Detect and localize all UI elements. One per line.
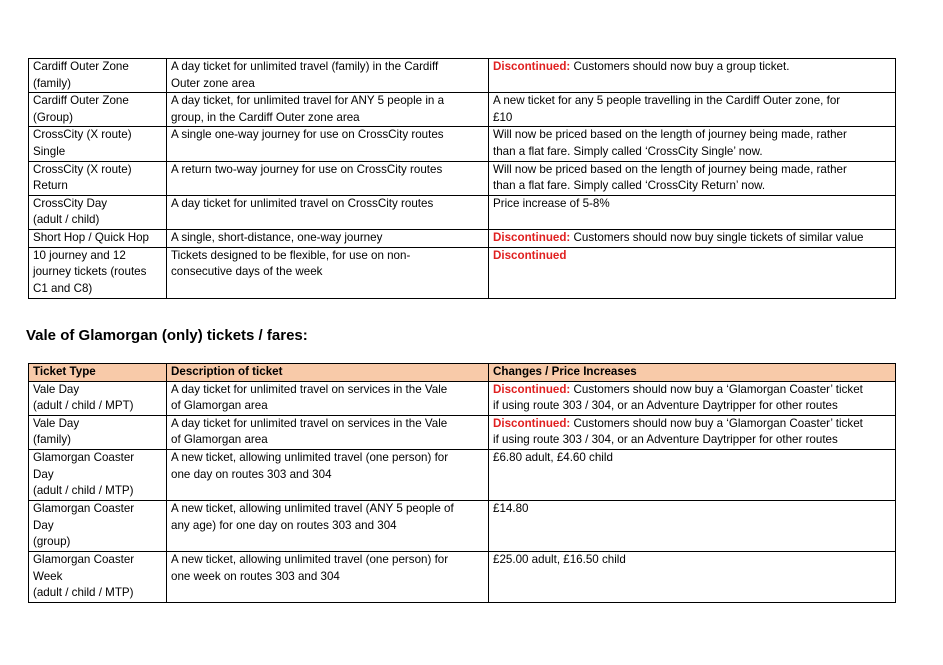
change-line <box>493 248 891 265</box>
change-text: Price increase of 5-8% <box>493 196 610 210</box>
change-text: Will now be priced based on the length of journey being made, rather <box>493 162 847 176</box>
ticket-type-line: CrossCity (X route) <box>33 162 132 176</box>
change-text: if using route 303 / 304, or an Adventure Daytripper for other routes <box>493 433 838 447</box>
change-line <box>493 110 891 127</box>
table-row <box>29 93 896 127</box>
discontinued-flag: Discontinued: <box>493 416 571 430</box>
change-line <box>493 398 891 415</box>
change-text: A new ticket for any 5 people travelling in the Cardiff Outer zone, for <box>493 94 841 108</box>
description-line: A day ticket for unlimited travel on CrossCity routes <box>171 196 434 210</box>
change-cell <box>489 229 896 247</box>
change-line <box>493 416 891 433</box>
table-row <box>29 415 896 449</box>
ticket-type-line: journey tickets (routes <box>33 265 147 279</box>
description-line: A day ticket for unlimited travel on services in the Vale <box>171 382 448 396</box>
description-cell <box>167 449 489 500</box>
change-cell <box>489 449 896 500</box>
ticket-type-line: (adult / child / MPT) <box>33 399 134 413</box>
description-line: A day ticket, for unlimited travel for ANY 5 people in a <box>171 94 445 108</box>
change-cell <box>489 500 896 551</box>
description-line: Tickets designed to be flexible, for use on non- <box>171 248 411 262</box>
ticket-type-cell <box>29 127 167 161</box>
description-cell <box>167 500 489 551</box>
ticket-type-line: CrossCity (X route) <box>33 128 132 142</box>
table-row <box>29 449 896 500</box>
header-description: Description of ticket <box>167 364 489 382</box>
change-text: Customers should now buy a ‘Glamorgan Coaster’ ticket <box>573 382 863 396</box>
description-cell <box>167 415 489 449</box>
ticket-type-line: Short Hop / Quick Hop <box>33 230 149 244</box>
ticket-type-line: CrossCity Day <box>33 196 108 210</box>
ticket-type-cell <box>29 500 167 551</box>
ticket-type-line: (Group) <box>33 110 73 124</box>
change-line <box>493 450 891 467</box>
description-line: A day ticket for unlimited travel on services in the Vale <box>171 416 448 430</box>
ticket-type-line: (adult / child / MTP) <box>33 586 134 600</box>
change-text: £14.80 <box>493 501 529 515</box>
ticket-type-line: Glamorgan Coaster <box>33 450 135 464</box>
change-line <box>493 432 891 449</box>
ticket-type-line: Glamorgan Coaster <box>33 501 135 515</box>
change-cell <box>489 127 896 161</box>
ticket-type-cell <box>29 381 167 415</box>
ticket-type-cell <box>29 449 167 500</box>
ticket-type-line: Day <box>33 467 54 481</box>
change-text: Customers should now buy a group ticket. <box>573 60 790 73</box>
discontinued-flag: Discontinued: <box>493 230 571 244</box>
description-cell <box>167 551 489 602</box>
change-line <box>493 196 891 213</box>
ticket-type-line: Cardiff Outer Zone <box>33 60 129 73</box>
description-line: one day on routes 303 and 304 <box>171 467 332 481</box>
ticket-type-cell <box>29 59 167 93</box>
ticket-type-line: Single <box>33 144 66 158</box>
ticket-type-line: (group) <box>33 535 71 549</box>
description-cell <box>167 229 489 247</box>
table-row <box>29 381 896 415</box>
ticket-type-line: Cardiff Outer Zone <box>33 94 129 108</box>
change-text: £25.00 adult, £16.50 child <box>493 552 626 566</box>
change-cell <box>489 381 896 415</box>
ticket-type-line: (family) <box>33 76 71 90</box>
description-cell <box>167 161 489 195</box>
description-line: A new ticket, allowing unlimited travel (ANY 5 people of <box>171 501 454 515</box>
change-text: than a flat fare. Simply called ‘CrossCity Single’ now. <box>493 144 763 158</box>
description-cell <box>167 93 489 127</box>
change-text: £6.80 adult, £4.60 child <box>493 450 613 464</box>
change-cell <box>489 195 896 229</box>
table-row <box>29 229 896 247</box>
ticket-type-cell <box>29 551 167 602</box>
description-line: of Glamorgan area <box>171 433 268 447</box>
ticket-type-line: Vale Day <box>33 416 80 430</box>
ticket-type-line: Week <box>33 569 63 583</box>
description-cell <box>167 381 489 415</box>
ticket-type-line: Vale Day <box>33 382 80 396</box>
description-line: one week on routes 303 and 304 <box>171 569 340 583</box>
description-cell <box>167 59 489 93</box>
change-cell <box>489 161 896 195</box>
description-line: A day ticket for unlimited travel (family) in the Cardiff <box>171 60 439 73</box>
change-line <box>493 230 891 247</box>
section-title: Vale of Glamorgan (only) tickets / fares: <box>26 327 308 344</box>
discontinued-flag: Discontinued <box>493 248 567 262</box>
change-cell <box>489 59 896 93</box>
ticket-type-line: (family) <box>33 433 71 447</box>
description-line: of Glamorgan area <box>171 399 268 413</box>
ticket-type-cell <box>29 247 167 298</box>
change-cell <box>489 247 896 298</box>
change-line <box>493 144 891 161</box>
change-text: Will now be priced based on the length of journey being made, rather <box>493 128 847 142</box>
change-line <box>493 59 891 76</box>
table-row <box>29 59 896 93</box>
ticket-type-line: 10 journey and 12 <box>33 248 126 262</box>
discontinued-flag: Discontinued: <box>493 382 571 396</box>
table-header-row <box>29 364 896 382</box>
description-cell <box>167 127 489 161</box>
ticket-type-line: Glamorgan Coaster <box>33 552 135 566</box>
change-line <box>493 501 891 518</box>
change-text: if using route 303 / 304, or an Adventure Daytripper for other routes <box>493 399 838 413</box>
change-cell <box>489 415 896 449</box>
header-ticket-type: Ticket Type <box>29 364 167 382</box>
change-text: Customers should now buy a ‘Glamorgan Coaster’ ticket <box>573 416 863 430</box>
change-text: £10 <box>493 110 513 124</box>
ticket-type-line: C1 and C8) <box>33 281 93 295</box>
change-line <box>493 162 891 179</box>
ticket-type-cell <box>29 195 167 229</box>
change-line <box>493 127 891 144</box>
vale-fares-table <box>28 363 896 603</box>
ticket-type-line: Day <box>33 518 54 532</box>
ticket-type-cell <box>29 415 167 449</box>
table1-body <box>29 59 896 299</box>
description-line: A new ticket, allowing unlimited travel (one person) for <box>171 552 449 566</box>
table-row <box>29 247 896 298</box>
description-cell <box>167 247 489 298</box>
description-line: A single one-way journey for use on CrossCity routes <box>171 128 444 142</box>
change-line <box>493 552 891 569</box>
table-row <box>29 195 896 229</box>
table-row <box>29 161 896 195</box>
description-line: Outer zone area <box>171 76 255 90</box>
ticket-type-line: (adult / child) <box>33 213 100 227</box>
ticket-type-cell <box>29 161 167 195</box>
discontinued-flag: Discontinued: <box>493 60 571 73</box>
change-text: than a flat fare. Simply called ‘CrossCity Return’ now. <box>493 179 766 193</box>
description-line: consecutive days of the week <box>171 265 323 279</box>
ticket-type-cell <box>29 93 167 127</box>
table2-body <box>29 381 896 602</box>
change-cell <box>489 551 896 602</box>
description-line: A single, short-distance, one-way journey <box>171 230 383 244</box>
cardiff-fares-table <box>28 58 896 299</box>
description-line: group, in the Cardiff Outer zone area <box>171 110 360 124</box>
change-line <box>493 93 891 110</box>
change-text: Customers should now buy single tickets of similar value <box>573 230 864 244</box>
description-line: A return two-way journey for use on CrossCity routes <box>171 162 443 176</box>
change-cell <box>489 93 896 127</box>
header-changes: Changes / Price Increases <box>489 364 896 382</box>
ticket-type-line: (adult / child / MTP) <box>33 484 134 498</box>
change-line <box>493 382 891 399</box>
table-row <box>29 551 896 602</box>
ticket-type-line: Return <box>33 179 68 193</box>
description-cell <box>167 195 489 229</box>
change-line <box>493 178 891 195</box>
table-row <box>29 127 896 161</box>
description-line: any age) for one day on routes 303 and 304 <box>171 518 397 532</box>
table-row <box>29 500 896 551</box>
ticket-type-cell <box>29 229 167 247</box>
description-line: A new ticket, allowing unlimited travel (one person) for <box>171 450 449 464</box>
